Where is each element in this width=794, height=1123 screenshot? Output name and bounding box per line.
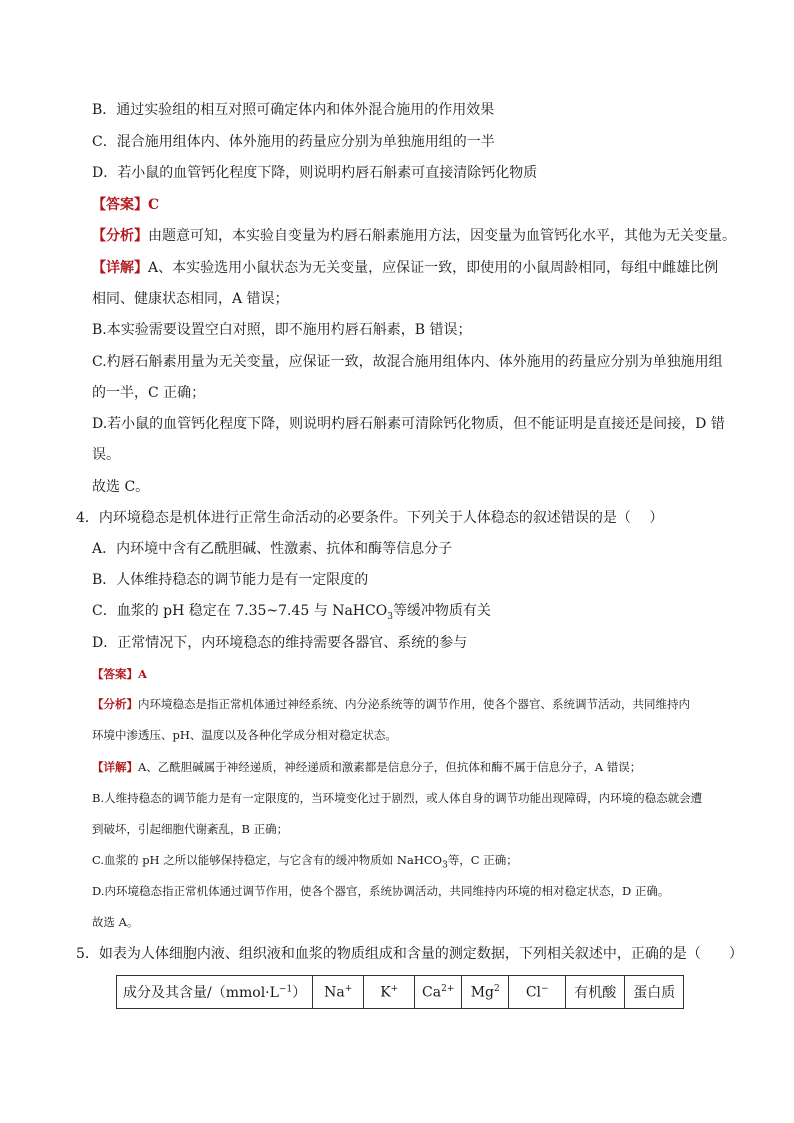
detail-tag: 【详解】 xyxy=(92,260,148,276)
q3-detail-6: D.若小鼠的血管钙化程度下降，则说明杓唇石斛素可清除钙化物质，但不能证明是直接还是间接，D 错 xyxy=(92,416,725,432)
q3-option-d: D．若小鼠的血管钙化程度下降，则说明杓唇石斛素可直接清除钙化物质 xyxy=(92,165,538,181)
header-composition-sup: −1 xyxy=(278,984,293,995)
header-cell-organic-acid: 有机酸 xyxy=(566,976,625,1009)
analysis-tag: 【分析】 xyxy=(92,228,148,244)
q4-option-c-text: C．血浆的 pH 稳定在 7.35~7.45 与 NaHCO xyxy=(92,603,388,619)
header-cl-text: Cl xyxy=(525,984,542,1001)
header-ca-text: Ca xyxy=(422,984,442,1001)
q3-answer xyxy=(92,195,159,215)
q5-stem: 5．如表为人体细胞内液、组织液和血浆的物质组成和含量的测定数据，下列相关叙述中，正确的是（ ） xyxy=(76,946,743,962)
q4-detail-2: B.人维持稳态的调节能力是有一定限度的，当环境变化过于剧烈，或人体自身的调节功能出现障碍，内环境的稳态就会遭 xyxy=(92,791,703,805)
header-na-sup: + xyxy=(344,983,353,994)
header-ca-sup: 2+ xyxy=(441,983,455,994)
header-na-text: Na xyxy=(324,984,345,1001)
header-mg-text: Mg xyxy=(470,984,494,1001)
table-header-row xyxy=(117,976,684,1009)
q3-option-b: B．通过实验组的相互对照可确定体内和体外混合施用的作用效果 xyxy=(92,102,495,118)
q4-detail-4-subscript: 3 xyxy=(442,860,448,871)
q3-option-c: C．混合施用组体内、体外施用的药量应分别为单独施用组的一半 xyxy=(92,134,495,150)
q3-analysis xyxy=(92,226,736,246)
answer-value: C xyxy=(148,197,160,213)
q4-stem: 4．内环境稳态是机体进行正常生命活动的必要条件。下列关于人体稳态的叙述错误的是（ ） xyxy=(76,510,664,526)
q4-option-c-subscript: 3 xyxy=(387,611,393,622)
header-cell-cl xyxy=(509,976,566,1009)
header-k-text: K xyxy=(380,984,391,1001)
analysis-tag: 【分析】 xyxy=(92,697,138,711)
q4-detail-1 xyxy=(92,758,641,776)
answer-tag: 【答案】 xyxy=(92,667,138,681)
q3-detail-4: C.杓唇石斛素用量为无关变量，应保证一致，故混合施用组体内、体外施用的药量应分别为单独施用组 xyxy=(92,354,723,370)
q4-detail-4-text: C.血浆的 pH 之所以能够保持稳定，与它含有的缓冲物质如 NaHCO xyxy=(92,853,443,867)
q4-option-c-text-end: 等缓冲物质有关 xyxy=(392,603,491,619)
q4-detail-3: 到破坏，引起细胞代谢紊乱，B 正确； xyxy=(92,822,289,836)
header-cell-protein: 蛋白质 xyxy=(625,976,684,1009)
q3-detail-7: 误。 xyxy=(92,447,120,463)
header-cl-sup: − xyxy=(541,983,549,994)
header-cell-composition xyxy=(117,976,313,1009)
header-cell-mg xyxy=(462,976,509,1009)
q4-conclusion: 故选 A。 xyxy=(92,915,139,929)
q3-detail-5: 的一半，C 正确； xyxy=(92,385,206,401)
header-cell-ca xyxy=(415,976,462,1009)
header-composition-text: 成分及其含量/（mmol·L xyxy=(123,985,279,1001)
q3-detail-2: 相同、健康状态相同，A 错误； xyxy=(92,291,289,307)
q4-analysis-1 xyxy=(92,695,690,713)
q4-option-a: A．内环境中含有乙酰胆碱、性激素、抗体和酶等信息分子 xyxy=(92,541,453,557)
composition-table xyxy=(116,975,684,1009)
q3-conclusion: 故选 C。 xyxy=(92,479,150,495)
answer-tag: 【答案】 xyxy=(92,197,148,213)
q3-detail-1 xyxy=(92,258,718,278)
q4-option-b: B．人体维持稳态的调节能力是有一定限度的 xyxy=(92,572,369,588)
q3-detail-3: B.本实验需要设置空白对照，即不施用杓唇石斛素，B 错误； xyxy=(92,322,472,338)
header-mg-sup: 2 xyxy=(493,983,500,994)
q4-detail-4-text-end: 等，C 正确； xyxy=(447,853,518,867)
analysis-text: 由题意可知，本实验自变量为杓唇石斛素施用方法，因变量为血管钙化水平，其他为无关变量。 xyxy=(148,228,736,244)
detail-text: A、本实验选用小鼠状态为无关变量，应保证一致，即使用的小鼠周龄相同，每组中雌雄比例 xyxy=(148,260,719,276)
answer-value: A xyxy=(138,667,147,681)
header-cell-na xyxy=(313,976,364,1009)
q4-analysis-2: 环境中渗透压、pH、温度以及各种化学成分相对稳定状态。 xyxy=(92,728,397,742)
q4-detail-5: D.内环境稳态指正常机体通过调节作用，使各个器官，系统协调活动，共同维持内环境的相对稳定状态，D 正确。 xyxy=(92,884,670,898)
q4-answer xyxy=(92,665,147,683)
header-k-sup: + xyxy=(390,983,399,994)
detail-tag: 【详解】 xyxy=(92,760,138,774)
q4-option-d: D．正常情况下，内环境稳态的维持需要各器官、系统的参与 xyxy=(92,635,468,651)
header-cell-k xyxy=(364,976,415,1009)
header-composition-end: ） xyxy=(292,985,307,1001)
q4-detail-4 xyxy=(92,851,518,874)
q4-option-c xyxy=(92,601,491,627)
analysis-text: 内环境稳态是指正常机体通过神经系统、内分泌系统等的调节作用，使各个器官、系统调节活动，共同维持内 xyxy=(138,697,690,711)
detail-text: A、乙酰胆碱属于神经递质，神经递质和激素都是信息分子，但抗体和酶不属于信息分子，A 错误； xyxy=(138,760,642,774)
